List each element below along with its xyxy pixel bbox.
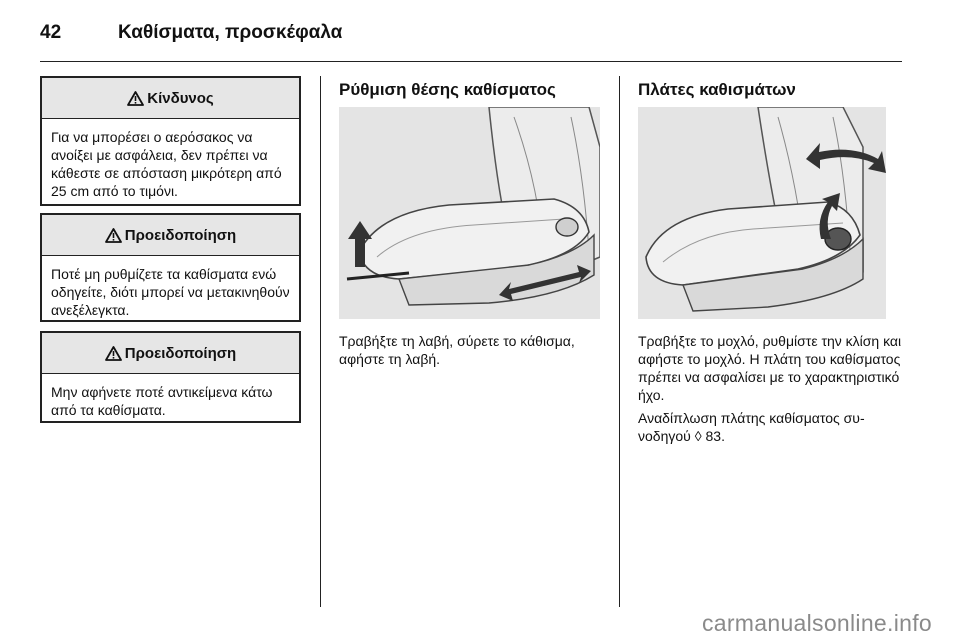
header-divider <box>40 61 902 62</box>
danger-box-text: Για να μπορέσει ο αερόσακος να ανοίξει με ασφάλεια, δεν πρέπει να κάθεστε σε απόσταση μικρότερη από 25 cm από το τιμόνι. <box>51 129 282 199</box>
backrest-fold-label: Αναδίπλωση πλάτης καθίσματος συνοδηγού <box>638 410 865 444</box>
caution-box-2-text: Μην αφήνετε ποτέ αντικείμενα κάτω από τα καθίσματα. <box>51 384 273 418</box>
caution-box-2-header <box>42 333 299 374</box>
caution-box-1-header <box>42 215 299 256</box>
page-reference-link[interactable]: 83. <box>705 428 725 444</box>
backrest-illustration <box>638 107 886 319</box>
caution-box-1-title: Προειδοποίηση <box>124 226 237 244</box>
page-header <box>40 22 342 44</box>
warning-triangle-icon <box>127 91 144 106</box>
page-number: 42 <box>40 22 62 43</box>
caution-box-2-title: Προειδοποίηση <box>124 344 237 362</box>
column-divider-right <box>619 76 620 607</box>
page-reference-icon: ◊ <box>694 428 702 444</box>
warning-triangle-icon <box>105 346 122 361</box>
caution-box-1 <box>40 213 301 322</box>
seat-position-text: Τραβήξτε τη λαβή, σύρετε το κάθισμα, αφήστε τη λαβή. <box>339 333 575 367</box>
caution-box-2 <box>40 331 301 423</box>
danger-box-header <box>42 78 299 119</box>
column-divider-left <box>320 76 321 607</box>
seat-position-illustration <box>339 107 600 319</box>
backrest-heading: Πλάτες καθισμάτων <box>638 80 796 99</box>
page-title: Καθίσματα, προσκέφαλα <box>118 22 343 43</box>
backrest-fold-text <box>638 409 903 445</box>
warning-triangle-icon <box>105 228 122 243</box>
seat-position-heading: Ρύθμιση θέσης καθίσματος <box>339 80 556 99</box>
caution-box-1-text: Ποτέ μη ρυθμίζετε τα καθίσματα ενώ οδηγείτε, διότι μπορεί να μετακινηθούν ανεξέλεγκτα. <box>51 266 290 318</box>
danger-box-title: Κίνδυνος <box>147 89 214 107</box>
backrest-text: Τραβήξτε το μοχλό, ρυθμίστε την κλίση και αφήστε το μοχλό. Η πλάτη του καθίσματος πρέπει να ασφαλίσει με το χαρακτηριστικό ήχο. <box>638 333 902 403</box>
watermark: carmanualsonline.info <box>701 610 932 636</box>
danger-box <box>40 76 301 206</box>
